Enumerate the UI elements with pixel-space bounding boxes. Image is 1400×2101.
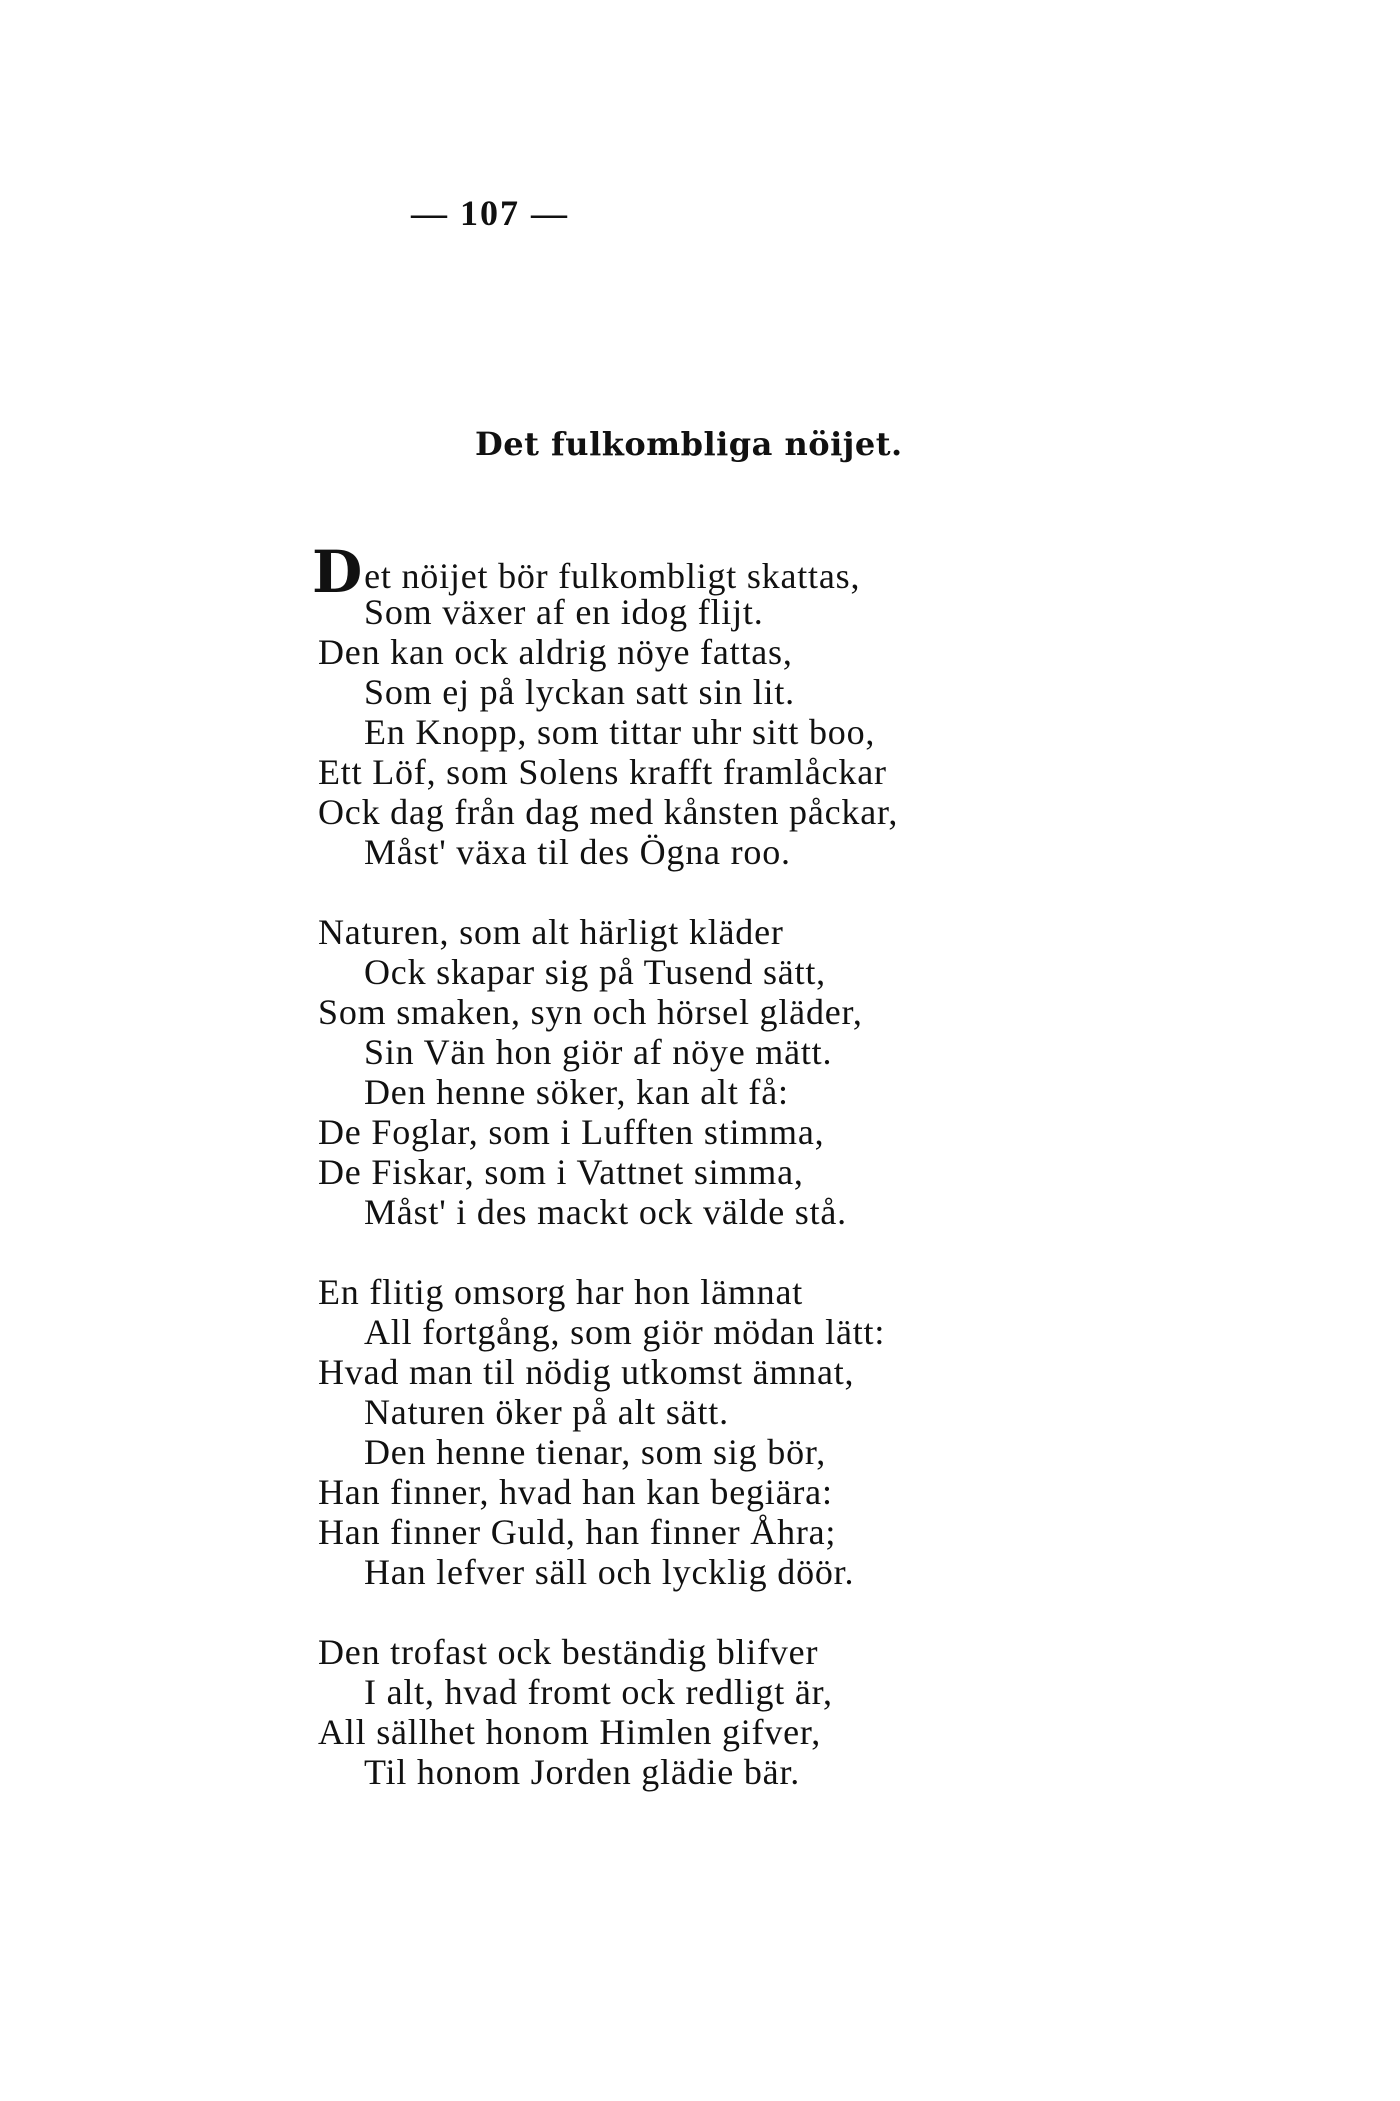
verse-text: Ett Löf, som Solens krafft framlåckar <box>318 752 887 792</box>
verse-line <box>318 1752 1358 1792</box>
verse-text: Den trofast ock beständig blifver <box>318 1632 819 1672</box>
verse-line <box>318 832 1358 872</box>
verse-text: Hvad man til nödig utkomst ämnat, <box>318 1352 855 1392</box>
verse-text: Som ej på lyckan satt sin lit. <box>364 672 795 712</box>
verse-line <box>318 1432 1358 1472</box>
verse-line <box>318 1392 1358 1432</box>
verse-text: Til honom Jorden glädie bär. <box>364 1752 801 1792</box>
poem-body <box>312 538 1358 1792</box>
verse-line <box>318 752 1358 792</box>
verse-text: All sällhet honom Himlen gifver, <box>318 1712 822 1752</box>
verse-line <box>318 1712 1358 1752</box>
verse-text: Den kan ock aldrig nöye fattas, <box>318 632 793 672</box>
verse-line <box>318 912 1358 952</box>
verse-line <box>318 1552 1358 1592</box>
verse-line <box>318 992 1358 1032</box>
verse-text: Han finner Guld, han finner Åhra; <box>318 1512 837 1552</box>
verse-line <box>318 1472 1358 1512</box>
verse-line <box>318 672 1358 712</box>
stanza <box>318 1272 1358 1592</box>
verse-line <box>318 632 1358 672</box>
verse-text: En flitig omsorg har hon lämnat <box>318 1272 804 1312</box>
drop-cap: D <box>312 538 364 606</box>
verse-line <box>318 1512 1358 1552</box>
verse-line <box>318 1192 1358 1232</box>
verse-line <box>318 1632 1358 1672</box>
verse-line <box>318 1272 1358 1312</box>
verse-text: I alt, hvad fromt ock redligt är, <box>364 1672 833 1712</box>
verse-text: All fortgång, som giör mödan lätt: <box>364 1312 886 1352</box>
verse-line <box>312 538 1358 606</box>
verse-line <box>318 792 1358 832</box>
verse-line <box>318 1152 1358 1192</box>
verse-text: Naturen, som alt härligt kläder <box>318 912 784 952</box>
stanza <box>312 538 1358 872</box>
verse-text: Som växer af en idog flijt. <box>364 592 764 632</box>
verse-text: Måst' växa til des Ögna roo. <box>364 832 791 872</box>
verse-text: Han finner, hvad han kan begiära: <box>318 1472 833 1512</box>
verse-line <box>318 1352 1358 1392</box>
verse-text: Ock skapar sig på Tusend sätt, <box>364 952 826 992</box>
verse-line <box>318 1672 1358 1712</box>
stanza <box>318 912 1358 1232</box>
verse-text: et nöijet bör fulkombligt skattas, <box>364 556 861 596</box>
poem-title: Det fulkombliga nöijet. <box>475 425 903 463</box>
verse-text: De Fiskar, som i Vattnet simma, <box>318 1152 804 1192</box>
verse-line <box>318 1032 1358 1072</box>
verse-line <box>318 1312 1358 1352</box>
verse-text: Ock dag från dag med kånsten påckar, <box>318 792 899 832</box>
page-number: — 107 — <box>411 193 569 233</box>
verse-line <box>318 1112 1358 1152</box>
verse-text: Den henne tienar, som sig bör, <box>364 1432 827 1472</box>
verse-text: Måst' i des mackt ock välde stå. <box>364 1192 847 1232</box>
verse-line <box>318 952 1358 992</box>
verse-text: Naturen öker på alt sätt. <box>364 1392 729 1432</box>
verse-text: Den henne söker, kan alt få: <box>364 1072 789 1112</box>
verse-line <box>318 1072 1358 1112</box>
verse-text: Han lefver säll och lycklig döör. <box>364 1552 855 1592</box>
verse-text: En Knopp, som tittar uhr sitt boo, <box>364 712 876 752</box>
stanza-gap <box>318 1232 1358 1272</box>
stanza-gap <box>318 872 1358 912</box>
verse-text: De Foglar, som i Lufften stimma, <box>318 1112 825 1152</box>
verse-line <box>318 592 1358 632</box>
verse-line <box>318 712 1358 752</box>
verse-text: Sin Vän hon giör af nöye mätt. <box>364 1032 833 1072</box>
verse-text: Som smaken, syn och hörsel gläder, <box>318 992 863 1032</box>
stanza-gap <box>318 1592 1358 1632</box>
stanza <box>318 1632 1358 1792</box>
